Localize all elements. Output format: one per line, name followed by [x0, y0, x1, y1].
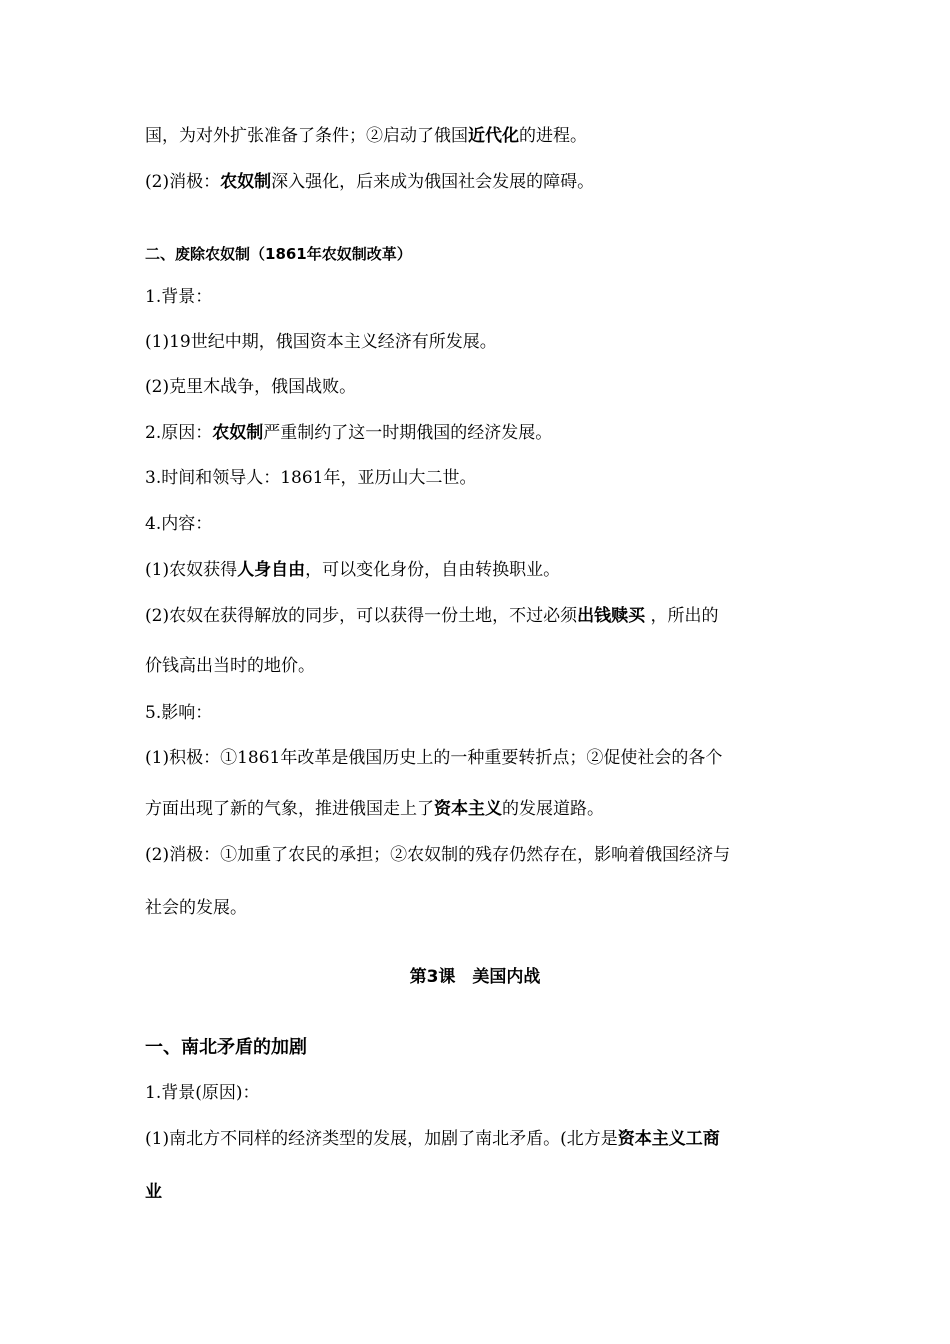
text-line: (2)克里木战争，俄国战败。: [145, 377, 357, 397]
section-heading: 一、南北矛盾的加剧: [145, 1037, 307, 1058]
text-line: 国，为对外扩张准备了条件；②启动了俄国近代化的进程。: [145, 126, 587, 146]
text-line: 5.影响：: [145, 703, 213, 723]
emphasis: 农奴制: [220, 172, 272, 192]
lesson-title: 第3课 美国内战: [409, 967, 541, 987]
text-line: 1.背景：: [145, 287, 213, 307]
section-heading: 二、废除农奴制（1861年农奴制改革）: [145, 245, 412, 263]
text-line: [145, 1180, 825, 1204]
text-line: (2)消极：农奴制深入强化，后来成为俄国社会发展的障碍。: [145, 172, 595, 192]
text-line: (1)积极：①1861年改革是俄国历史上的一种重要转折点；②促使社会的各个: [145, 748, 723, 768]
text-line: 3.时间和领导人：1861年，亚历山大二世。: [145, 468, 477, 488]
text-line: (2)消极：①加重了农民的承担；②农奴制的残存仍然存在，影响着俄国经济与: [145, 845, 731, 865]
emphasis: 出钱赎买: [577, 606, 646, 626]
text-line: 社会的发展。: [145, 898, 247, 918]
emphasis: 资本主义: [434, 799, 502, 819]
emphasis: 业: [145, 1182, 162, 1202]
emphasis: 资本主义工商: [617, 1129, 720, 1149]
emphasis: 近代化: [468, 126, 519, 146]
text-line: 方面出现了新的气象，推进俄国走上了资本主义的发展道路。: [145, 799, 604, 819]
text-line: 价钱高出当时的地价。: [145, 656, 315, 676]
text-line: (1)南北方不同样的经济类型的发展，加剧了南北矛盾。(北方是资本主义工商: [145, 1129, 720, 1149]
text-line: (1)农奴获得人身自由，可以变化身份，自由转换职业。: [145, 560, 561, 580]
emphasis: 农奴制: [212, 423, 264, 443]
emphasis: 人身自由: [237, 560, 306, 580]
text-line: (2)农奴在获得解放的同步，可以获得一份土地，不过必须出钱赎买 ，所出的: [145, 606, 719, 626]
text-line: 2.原因：农奴制严重制约了这一时期俄国的经济发展。: [145, 423, 553, 443]
text-line: 4.内容：: [145, 514, 213, 534]
text-line: (1)19世纪中期，俄国资本主义经济有所发展。: [145, 332, 497, 352]
text-line: 1.背景(原因)：: [145, 1083, 260, 1103]
